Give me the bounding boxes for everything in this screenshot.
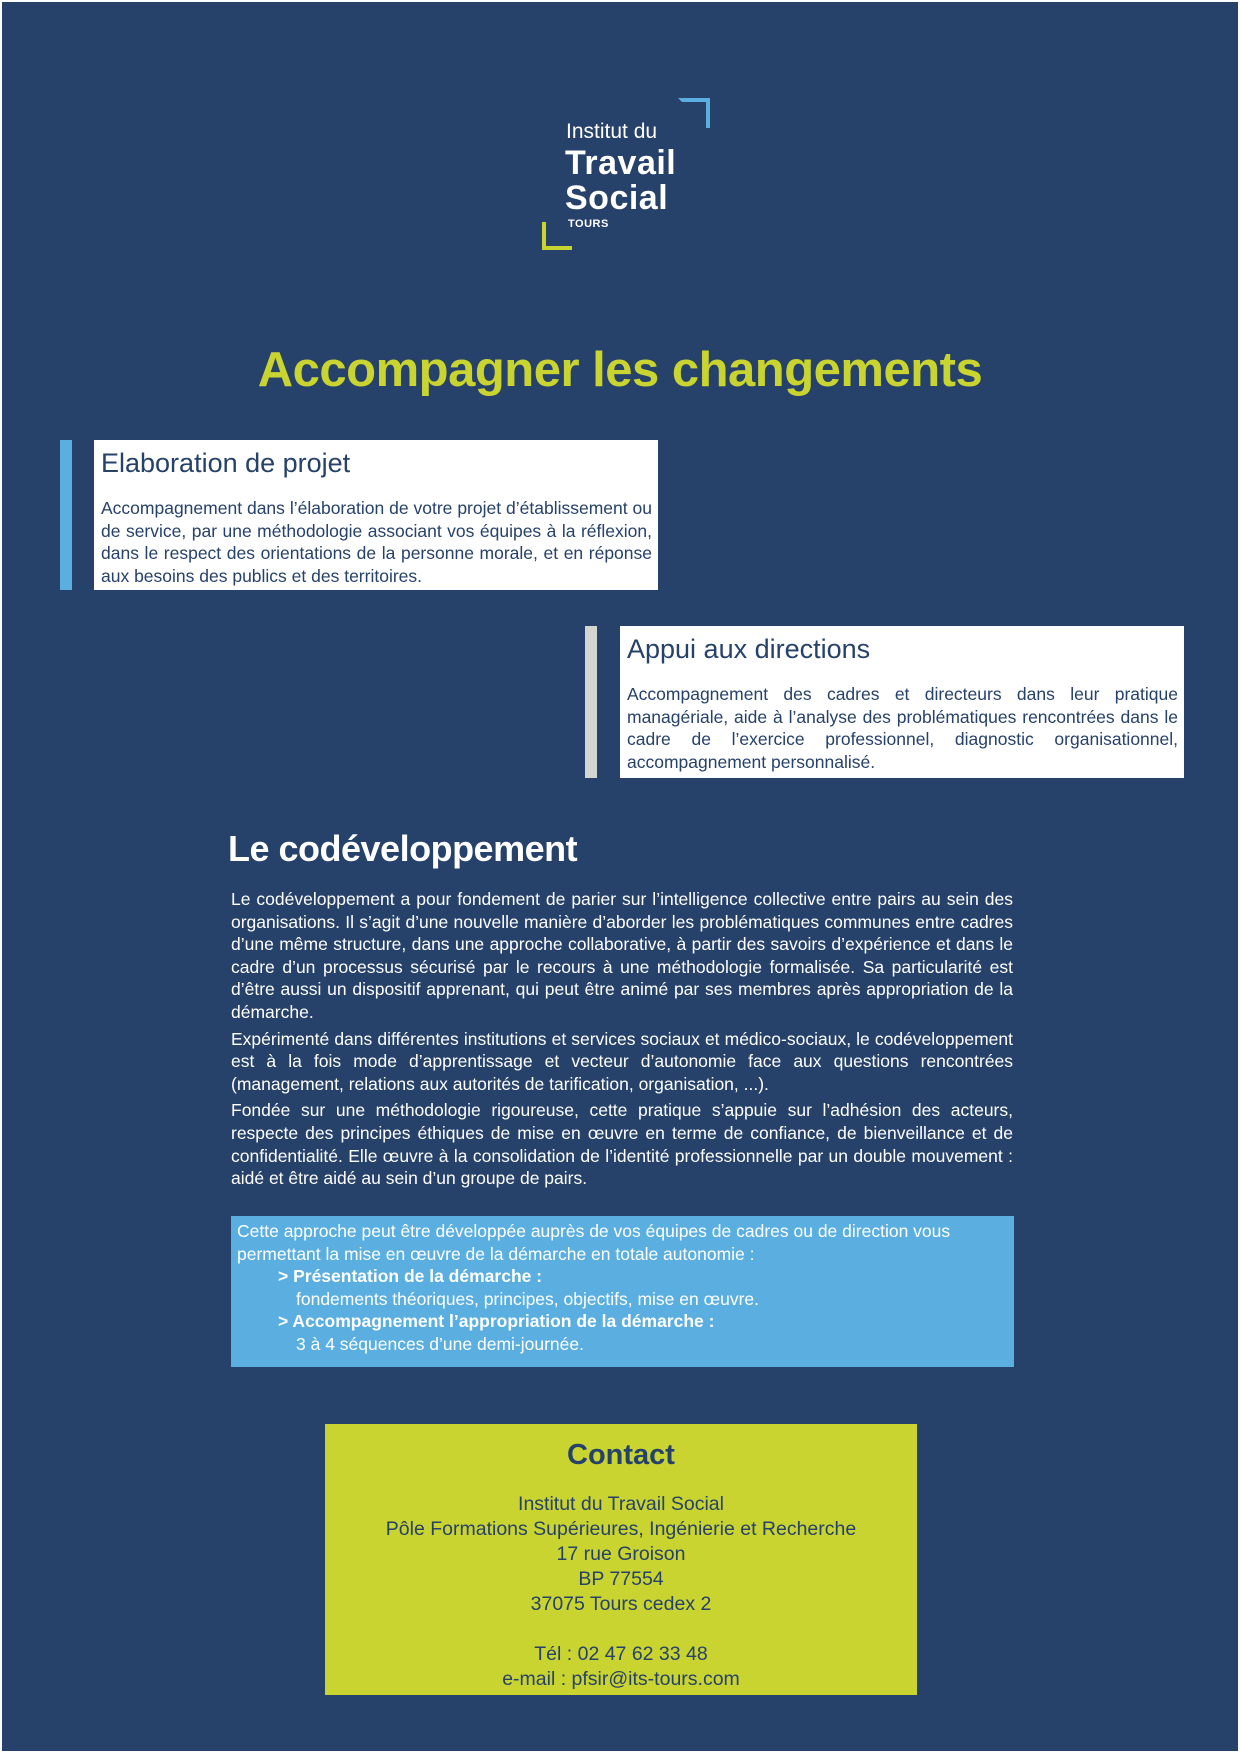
card-elaboration-projet [94,440,658,590]
approach-item-desc: fondements théoriques, principes, objectifs, mise en œuvre. [296,1288,759,1309]
card-appui-directions [620,626,1184,778]
logo-line-2: Travail [565,144,677,182]
card-directions-accent-bar [585,626,597,778]
approach-item-desc: 3 à 4 séquences d’une demi-journée. [296,1333,584,1354]
page-title: Accompagner les changements [257,343,983,397]
contact-spacer [325,1617,917,1642]
contact-city: 37075 Tours cedex 2 [530,1593,712,1615]
codev-paragraph: Expérimenté dans différentes institutions et services sociaux et médico-sociaux, le codéveloppement est à la fois mode d’apprentissage et vecteur d’autonomie face aux questions rencontrées (management, relations aux autorités de tarification, organisation, ...). [231,1028,1013,1094]
card-projet-accent-bar [60,440,72,590]
codev-paragraph: Fondée sur une méthodologie rigoureuse, cette pratique s’appuie sur l’adhésion des acteurs, respecte des principes éthiques de mise en œuvre en terme de confiance, de bienveillance et de confidentialité. Elle œuvre à la consolidation de l’identité professionnelle par un double mouvement : aidé et être aidé au sein d’un groupe de pairs. [231,1100,1013,1189]
codev-body [231,888,1013,1194]
logo-line-4: TOURS [568,218,609,230]
contact-bp: BP 77554 [578,1568,664,1590]
card-projet-title: Elaboration de projet [101,448,351,478]
contact-org: Institut du Travail Social [518,1493,724,1515]
logo-corner-bottom-icon [542,222,572,250]
codev-paragraph: Le codéveloppement a pour fondement de parier sur l’intelligence collective entre pairs au sein des organisations. Il s’agit d’une nouvelle manière d’aborder les problématiques communes entre cadres d’une même structure, dans une approche collaborative, à partir des savoirs d’expérience et dans le cadre d’un processus sécurisé par le recours à une méthodologie formalisée. Sa particularité est d’être aussi un dispositif apprenant, qui peut être animé par ses membres après appropriation de la démarche. [231,889,1013,1022]
contact-phone: Tél : 02 47 62 33 48 [534,1643,708,1665]
logo-corner-accent-icon [678,98,708,108]
approach-box [231,1216,1014,1367]
codev-heading: Le codéveloppement [228,828,578,869]
logo-line-1: Institut du [566,120,658,143]
card-directions-title: Appui aux directions [627,634,871,664]
contact-pole: Pôle Formations Supérieures, Ingénierie et Recherche [385,1518,857,1540]
logo-line-3: Social [565,179,669,217]
contact-box [325,1424,917,1695]
contact-email[interactable]: e-mail : pfsir@its-tours.com [502,1668,740,1690]
approach-intro: Cette approche peut être développée auprès de vos équipes de cadres ou de direction vous permettant la mise en œuvre de la démarche en totale autonomie : [237,1221,951,1264]
card-projet-text: Accompagnement dans l’élaboration de votre projet d’établissement ou de service, par une méthodologie associant vos équipes à la réflexion, dans le respect des orientations de la personne morale, et en réponse aux besoins des publics et des territoires. [101,498,652,586]
card-directions-text: Accompagnement des cadres et directeurs dans leur pratique managériale, aide à l’analyse des problématiques rencontrées dans le cadre de l’exercice professionnel, diagnostic organisationnel, accompagnement personnalisé. [627,684,1178,772]
page [2,2,1238,1751]
contact-title: Contact [567,1439,675,1471]
contact-address [325,1492,917,1692]
approach-item-title: > Accompagnement l’appropriation de la démarche : [278,1311,715,1332]
approach-item-title: > Présentation de la démarche : [278,1266,543,1287]
logo [538,98,708,258]
contact-street: 17 rue Groison [556,1543,686,1565]
